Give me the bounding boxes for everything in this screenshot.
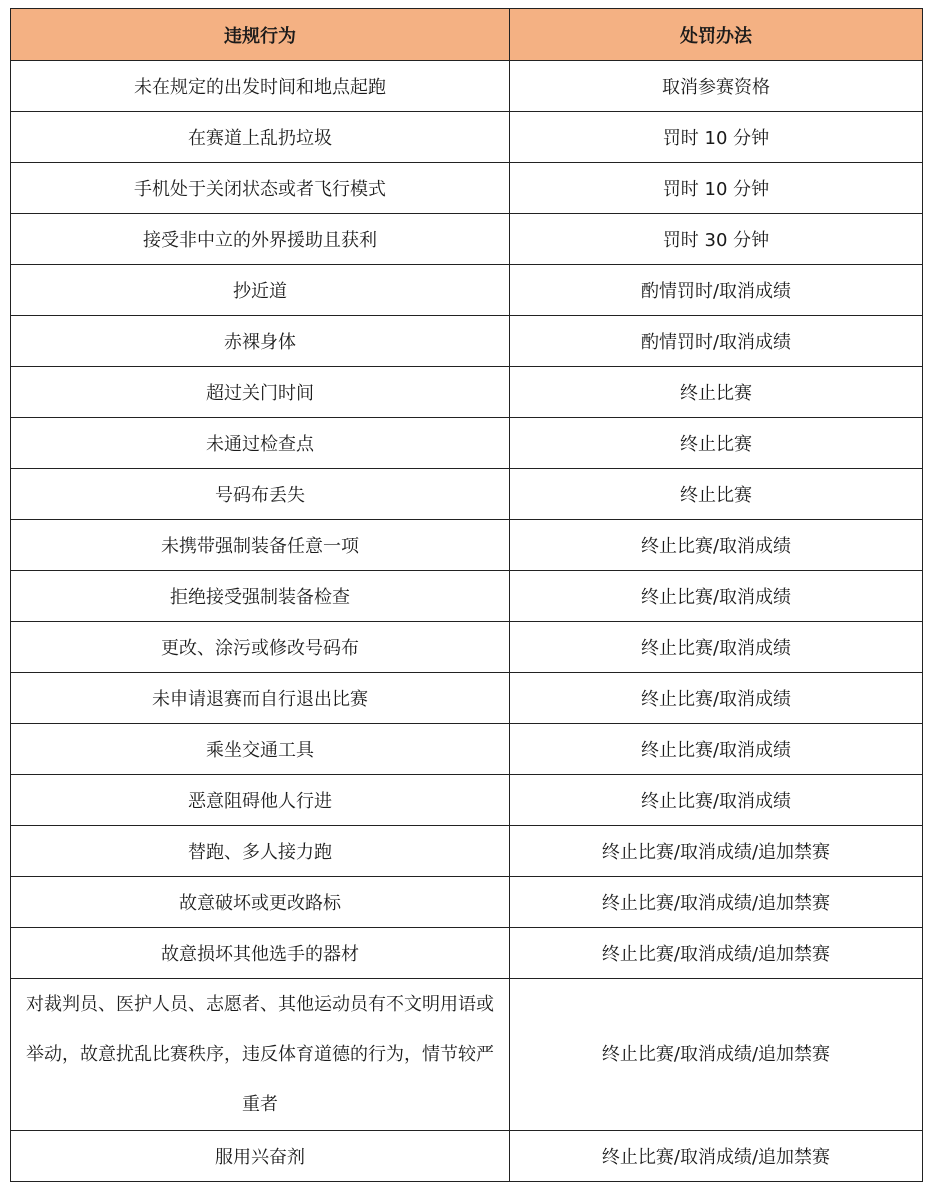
table-row (11, 112, 923, 163)
penalty-cell: 终止比赛 (510, 418, 923, 469)
penalty-cell: 终止比赛/取消成绩/追加禁赛 (510, 877, 923, 928)
penalty-cell: 罚时 10 分钟 (510, 163, 923, 214)
violation-cell: 手机处于关闭状态或者飞行模式 (11, 163, 510, 214)
violation-cell: 抄近道 (11, 265, 510, 316)
table-row (11, 979, 923, 1131)
table-row (11, 877, 923, 928)
table-row (11, 1131, 923, 1182)
penalty-cell: 终止比赛/取消成绩 (510, 622, 923, 673)
violation-cell: 乘坐交通工具 (11, 724, 510, 775)
penalty-cell: 终止比赛/取消成绩 (510, 724, 923, 775)
penalty-cell: 终止比赛 (510, 469, 923, 520)
table-row (11, 469, 923, 520)
violation-cell: 拒绝接受强制装备检查 (11, 571, 510, 622)
penalty-cell: 终止比赛/取消成绩 (510, 520, 923, 571)
header-penalty: 处罚办法 (510, 9, 923, 61)
table-row (11, 418, 923, 469)
penalty-cell: 终止比赛/取消成绩 (510, 673, 923, 724)
violation-cell: 未通过检查点 (11, 418, 510, 469)
table-row (11, 316, 923, 367)
violation-cell: 未申请退赛而自行退出比赛 (11, 673, 510, 724)
table-row (11, 367, 923, 418)
violation-cell: 服用兴奋剂 (11, 1131, 510, 1182)
penalty-cell: 终止比赛/取消成绩 (510, 775, 923, 826)
penalty-cell: 终止比赛/取消成绩/追加禁赛 (510, 928, 923, 979)
penalty-cell: 酌情罚时/取消成绩 (510, 316, 923, 367)
violation-cell: 更改、涂污或修改号码布 (11, 622, 510, 673)
penalty-table (10, 8, 923, 1182)
table-row (11, 775, 923, 826)
violation-cell: 接受非中立的外界援助且获利 (11, 214, 510, 265)
violation-cell: 号码布丢失 (11, 469, 510, 520)
penalty-cell: 罚时 10 分钟 (510, 112, 923, 163)
table-row (11, 571, 923, 622)
violation-cell: 对裁判员、医护人员、志愿者、其他运动员有不文明用语或举动，故意扰乱比赛秩序，违反体育道德的行为，情节较严重者 (11, 979, 510, 1131)
table-row (11, 724, 923, 775)
penalty-cell: 取消参赛资格 (510, 61, 923, 112)
violation-cell: 超过关门时间 (11, 367, 510, 418)
table-row (11, 673, 923, 724)
penalty-cell: 终止比赛/取消成绩/追加禁赛 (510, 826, 923, 877)
violation-cell: 恶意阻碍他人行进 (11, 775, 510, 826)
violation-cell: 未在规定的出发时间和地点起跑 (11, 61, 510, 112)
violation-cell: 故意损坏其他选手的器材 (11, 928, 510, 979)
table-row (11, 928, 923, 979)
penalty-cell: 罚时 30 分钟 (510, 214, 923, 265)
violation-cell: 未携带强制装备任意一项 (11, 520, 510, 571)
table-row (11, 826, 923, 877)
table-row (11, 265, 923, 316)
header-violation: 违规行为 (11, 9, 510, 61)
table-body (11, 61, 923, 1182)
table-row (11, 61, 923, 112)
violation-cell: 赤裸身体 (11, 316, 510, 367)
table-row (11, 622, 923, 673)
table-row (11, 520, 923, 571)
violation-cell: 替跑、多人接力跑 (11, 826, 510, 877)
penalty-cell: 终止比赛/取消成绩/追加禁赛 (510, 979, 923, 1131)
violation-cell: 在赛道上乱扔垃圾 (11, 112, 510, 163)
table-row (11, 214, 923, 265)
penalty-cell: 终止比赛 (510, 367, 923, 418)
penalty-cell: 终止比赛/取消成绩/追加禁赛 (510, 1131, 923, 1182)
penalty-cell: 终止比赛/取消成绩 (510, 571, 923, 622)
penalty-cell: 酌情罚时/取消成绩 (510, 265, 923, 316)
table-row (11, 163, 923, 214)
violation-cell: 故意破坏或更改路标 (11, 877, 510, 928)
table-header-row (11, 9, 923, 61)
